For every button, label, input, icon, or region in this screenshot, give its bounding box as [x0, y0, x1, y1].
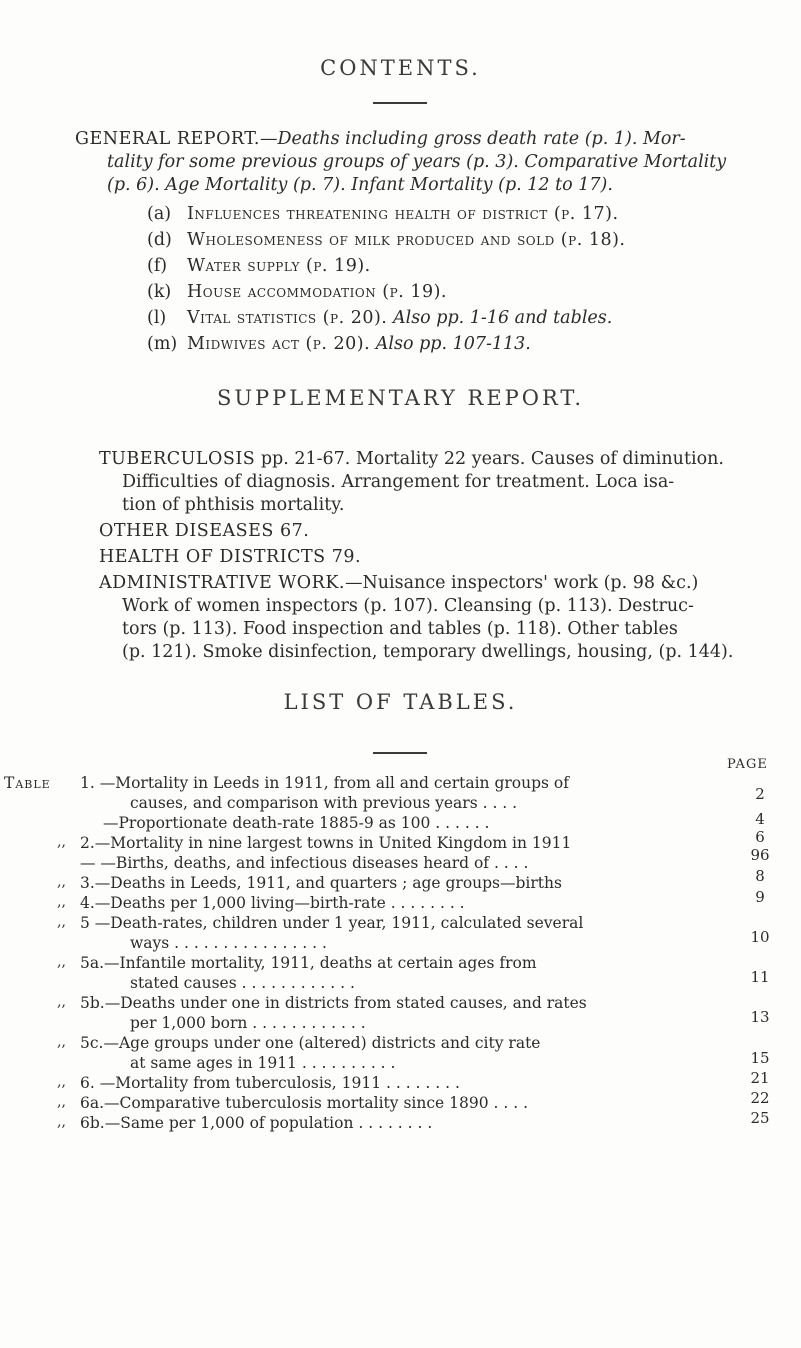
- table-row: 6a.—Comparative tuberculosis mortality since 1890 . . . .: [80, 1094, 529, 1112]
- administrative-entry: ADMINISTRATIVE WORK.—Nuisance inspectors' work (p. 98 &c.) Work of women inspectors (p. 107). Cleansing (p. 113). Destruc- tors (p. 113). Food inspection and tables (p. 118). Other tables (p. 121). Smoke disinfection, temporary dwellings, housing, (p. 144).: [99, 573, 734, 662]
- page-number: 15: [750, 1049, 770, 1067]
- page-number: 8: [755, 867, 765, 885]
- table-row: 6. —Mortality from tuberculosis, 1911 . . . . . . . .: [80, 1074, 460, 1092]
- page-number: 21: [750, 1069, 770, 1087]
- page-number: 25: [750, 1109, 770, 1127]
- general-item: (d) Wholesomeness of milk produced and sold (p. 18).: [147, 230, 626, 250]
- table-row: ways . . . . . . . . . . . . . . . .: [130, 934, 327, 952]
- ditto-mark: ,,: [57, 1114, 66, 1130]
- heading-rule: [373, 752, 427, 754]
- general-item: (m) Midwives act (p. 20). Also pp. 107-113.: [147, 334, 531, 354]
- table-row: 5c.—Age groups under one (altered) districts and city rate: [80, 1034, 541, 1052]
- page-number: 10: [750, 928, 770, 946]
- table-row: — —Births, deaths, and infectious diseases heard of . . . .: [80, 854, 529, 872]
- general-item: (a) Influences threatening health of district (p. 17).: [147, 204, 619, 224]
- supplementary-heading: SUPPLEMENTARY REPORT.: [216, 386, 585, 410]
- general-report-line2: tality for some previous groups of years (p. 3). Comparative Mortality: [107, 152, 727, 172]
- table-row: stated causes . . . . . . . . . . . .: [130, 974, 355, 992]
- page-number: 9: [755, 888, 765, 906]
- general-item: (l) Vital statistics (p. 20). Also pp. 1-16 and tables.: [147, 308, 613, 328]
- list-of-tables-heading: LIST OF TABLES.: [283, 690, 518, 714]
- page-number: 22: [750, 1089, 770, 1107]
- table-row: at same ages in 1911 . . . . . . . . . .: [130, 1054, 396, 1072]
- ditto-mark: ,,: [57, 1074, 66, 1090]
- contents-heading: CONTENTS.: [320, 56, 481, 80]
- ditto-mark: ,,: [57, 834, 66, 850]
- table-row: 2.—Mortality in nine largest towns in United Kingdom in 1911: [80, 834, 572, 852]
- general-report-line3: (p. 6). Age Mortality (p. 7). Infant Mortality (p. 12 to 17).: [107, 175, 613, 195]
- table-row: 4.—Deaths per 1,000 living—birth-rate . . . . . . . .: [80, 894, 465, 912]
- page-number: 2: [755, 785, 765, 803]
- general-item: (f) Water supply (p. 19).: [147, 256, 371, 276]
- ditto-mark: ,,: [57, 894, 66, 910]
- table-row: 1. —Mortality in Leeds in 1911, from all and certain groups of: [80, 774, 569, 792]
- general-item: (k) House accommodation (p. 19).: [147, 282, 447, 302]
- tuberculosis-entry: TUBERCULOSIS pp. 21-67. Mortality 22 years. Causes of diminution. Difficulties of diagnosis. Arrangement for treatment. Loca isa- tion of phthisis mortality.: [99, 449, 724, 515]
- heading-rule: [373, 102, 427, 104]
- general-report: [75, 128, 775, 197]
- page-number: 96: [750, 846, 770, 864]
- table-row: 5b.—Deaths under one in districts from stated causes, and rates: [80, 994, 587, 1012]
- health-districts-entry: HEALTH OF DISTRICTS 79.: [99, 547, 362, 567]
- page-number: 6: [755, 828, 765, 846]
- page-column-header: PAGE: [727, 757, 768, 772]
- table-row: 6b.—Same per 1,000 of population . . . . . . . .: [80, 1114, 433, 1132]
- table-row: per 1,000 born . . . . . . . . . . . .: [130, 1014, 366, 1032]
- table-row: 5 —Death-rates, children under 1 year, 1911, calculated several: [80, 914, 584, 932]
- ditto-mark: ,,: [57, 954, 66, 970]
- page-number: 4: [755, 810, 765, 828]
- table-row: causes, and comparison with previous years . . . .: [130, 794, 518, 812]
- ditto-mark: ,,: [57, 874, 66, 890]
- ditto-mark: ,,: [57, 994, 66, 1010]
- other-diseases-entry: OTHER DISEASES 67.: [99, 521, 310, 541]
- page-number: 13: [750, 1008, 770, 1026]
- page-number: 11: [750, 968, 770, 986]
- ditto-mark: ,,: [57, 1094, 66, 1110]
- general-report-line1: —Deaths including gross death rate (p. 1). Mor-: [259, 129, 686, 149]
- table-row: 5a.—Infantile mortality, 1911, deaths at certain ages from: [80, 954, 537, 972]
- table-word: Table: [4, 774, 51, 792]
- table-row: —Proportionate death-rate 1885-9 as 100 . . . . . .: [103, 814, 490, 832]
- table-row: 3.—Deaths in Leeds, 1911, and quarters ; age groups—births: [80, 874, 562, 892]
- ditto-mark: ,,: [57, 914, 66, 930]
- ditto-mark: ,,: [57, 1034, 66, 1050]
- general-report-lead: GENERAL REPORT.: [75, 129, 260, 149]
